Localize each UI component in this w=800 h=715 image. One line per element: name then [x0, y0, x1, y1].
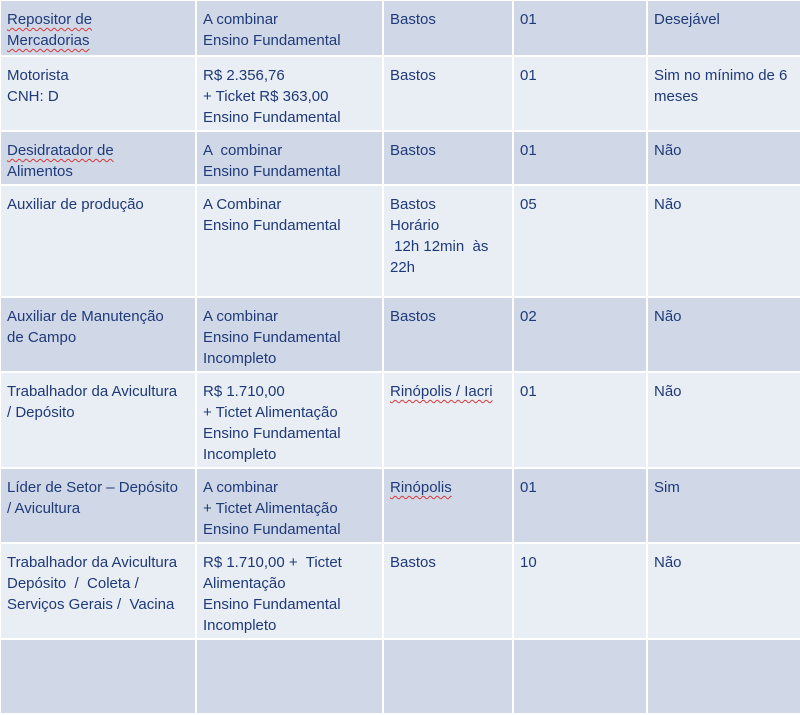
vacancies-cell: [513, 56, 647, 131]
cell-line: + Tictet Alimentação: [203, 404, 338, 421]
experience-cell: [647, 543, 800, 639]
vacancies-cell: [513, 185, 647, 297]
cell-line: 02: [520, 308, 537, 325]
cell-line: R$ 1.710,00: [203, 383, 285, 400]
salary-requirements-cell: [196, 131, 383, 185]
cell-line: Alimentação: [203, 575, 286, 592]
cell-line: A combinar: [203, 142, 283, 159]
vacancies-cell: [513, 468, 647, 543]
cell-line: Desejável: [654, 11, 720, 28]
cell-line: A combinar: [203, 11, 279, 28]
cell-line: Rinópolis / Iacri: [390, 383, 493, 400]
cell-line: Ensino Fundamental: [203, 425, 341, 442]
experience-cell: [647, 185, 800, 297]
empty-cell: [196, 639, 383, 714]
cell-line: CNH: D: [7, 88, 59, 105]
table-row: [0, 185, 800, 297]
job-title-cell: [0, 56, 196, 131]
cell-line: Mercadorias: [7, 32, 90, 49]
cell-line: 01: [520, 383, 537, 400]
cell-line: Repositor de: [7, 11, 93, 28]
cell-line: Ensino Fundamental: [203, 329, 341, 346]
cell-line: A combinar: [203, 308, 279, 325]
location-cell: [383, 372, 513, 468]
location-cell: [383, 0, 513, 56]
cell-line: de Campo: [7, 329, 77, 346]
location-cell: [383, 543, 513, 639]
cell-line: Bastos: [390, 196, 436, 213]
job-title-cell: [0, 0, 196, 56]
empty-cell: [647, 639, 800, 714]
cell-line: + Ticket R$ 363,00: [203, 88, 329, 105]
cell-line: 01: [520, 67, 537, 84]
cell-line: Auxiliar de Manutenção: [7, 308, 164, 325]
cell-line: Motorista: [7, 67, 69, 84]
cell-line: Não: [654, 554, 682, 571]
job-title-cell: [0, 543, 196, 639]
cell-line: Bastos: [390, 67, 436, 84]
cell-line: Serviços Gerais / Vacina: [7, 596, 175, 613]
vacancies-cell: [513, 131, 647, 185]
table-row: [0, 131, 800, 185]
table-row: [0, 0, 800, 56]
cell-line: Ensino Fundamental: [203, 596, 341, 613]
cell-line: Alimentos: [7, 163, 73, 180]
cell-line: Líder de Setor – Depósito: [7, 479, 178, 496]
empty-cell: [0, 639, 196, 714]
cell-line: 10: [520, 554, 537, 571]
job-title-cell: [0, 185, 196, 297]
cell-line: Não: [654, 196, 682, 213]
cell-line: Não: [654, 142, 682, 159]
cell-line: 12h 12min às: [390, 238, 489, 255]
salary-requirements-cell: [196, 56, 383, 131]
cell-line: Auxiliar de produção: [7, 196, 144, 213]
table-row: [0, 297, 800, 372]
cell-line: R$ 2.356,76: [203, 67, 285, 84]
empty-table-row: [0, 639, 800, 714]
cell-line: Sim: [654, 479, 680, 496]
job-title-cell: [0, 372, 196, 468]
experience-cell: [647, 297, 800, 372]
cell-line: A combinar: [203, 479, 279, 496]
location-cell: [383, 297, 513, 372]
cell-line: meses: [654, 88, 699, 105]
location-cell: [383, 185, 513, 297]
cell-line: Incompleto: [203, 446, 277, 463]
salary-requirements-cell: [196, 0, 383, 56]
cell-line: Bastos: [390, 308, 436, 325]
cell-line: 01: [520, 479, 537, 496]
cell-line: Bastos: [390, 554, 436, 571]
job-title-cell: [0, 131, 196, 185]
experience-cell: [647, 468, 800, 543]
cell-line: 22h: [390, 259, 416, 276]
experience-cell: [647, 56, 800, 131]
cell-line: Não: [654, 383, 682, 400]
cell-line: 01: [520, 11, 537, 28]
cell-line: Trabalhador da Avicultura: [7, 383, 178, 400]
location-cell: [383, 468, 513, 543]
table-row: [0, 543, 800, 639]
cell-line: / Avicultura: [7, 500, 81, 517]
cell-line: Rinópolis: [390, 479, 452, 496]
cell-line: A Combinar: [203, 196, 282, 213]
experience-cell: [647, 0, 800, 56]
cell-line: Não: [654, 308, 682, 325]
salary-requirements-cell: [196, 468, 383, 543]
table-row: [0, 468, 800, 543]
cell-line: Bastos: [390, 142, 436, 159]
table-row: [0, 372, 800, 468]
vacancies-cell: [513, 372, 647, 468]
cell-line: + Tictet Alimentação: [203, 500, 338, 517]
experience-cell: [647, 131, 800, 185]
job-title-cell: [0, 297, 196, 372]
cell-line: Depósito / Coleta /: [7, 575, 139, 592]
vacancies-cell: [513, 0, 647, 56]
cell-line: Incompleto: [203, 350, 277, 367]
location-cell: [383, 131, 513, 185]
table-row: [0, 56, 800, 131]
cell-line: 01: [520, 142, 537, 159]
salary-requirements-cell: [196, 372, 383, 468]
location-cell: [383, 56, 513, 131]
job-title-cell: [0, 468, 196, 543]
cell-line: Ensino Fundamental: [203, 32, 341, 49]
salary-requirements-cell: [196, 297, 383, 372]
empty-cell: [513, 639, 647, 714]
salary-requirements-cell: [196, 543, 383, 639]
vacancies-cell: [513, 543, 647, 639]
cell-line: Ensino Fundamental: [203, 109, 341, 126]
salary-requirements-cell: [196, 185, 383, 297]
vacancies-cell: [513, 297, 647, 372]
cell-line: Ensino Fundamental: [203, 521, 341, 538]
cell-line: / Depósito: [7, 404, 75, 421]
cell-line: Ensino Fundamental: [203, 217, 341, 234]
cell-line: Trabalhador da Avicultura: [7, 554, 178, 571]
cell-line: Incompleto: [203, 617, 277, 634]
cell-line: Bastos: [390, 11, 436, 28]
cell-line: Horário: [390, 217, 440, 234]
empty-cell: [383, 639, 513, 714]
cell-line: Ensino Fundamental: [203, 163, 341, 180]
cell-line: Sim no mínimo de 6: [654, 67, 788, 84]
experience-cell: [647, 372, 800, 468]
cell-line: Desidratador de: [7, 142, 114, 159]
cell-line: R$ 1.710,00 + Tictet: [203, 554, 342, 571]
cell-line: 05: [520, 196, 537, 213]
